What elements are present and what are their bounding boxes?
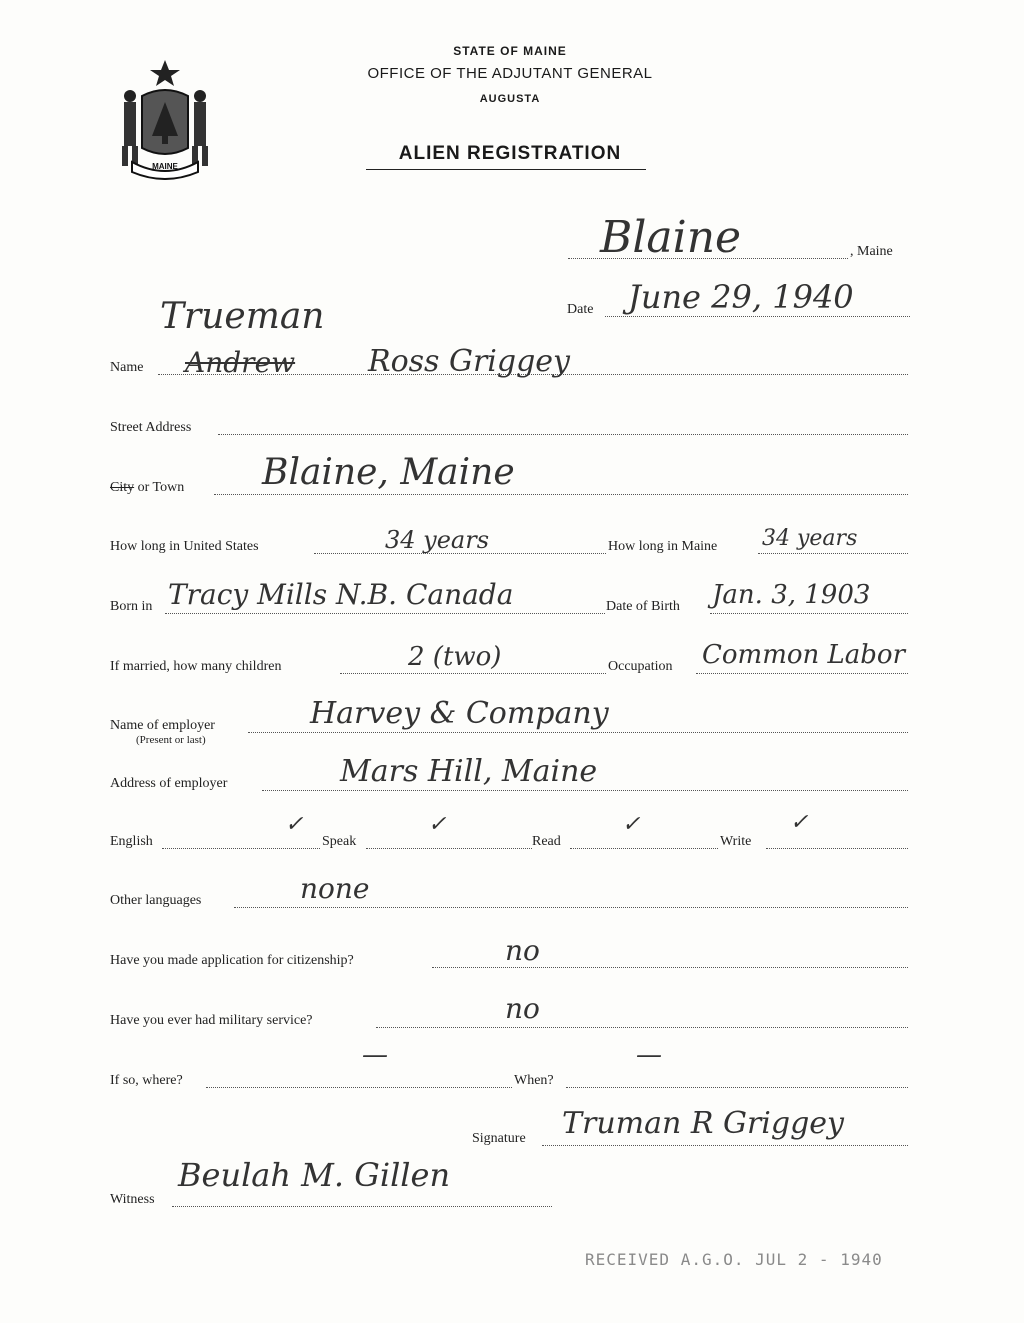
write-line xyxy=(766,848,908,849)
citizenship-line xyxy=(432,967,908,968)
state-seal-icon xyxy=(112,56,218,180)
when-label: When? xyxy=(514,1073,554,1088)
name-struck-value: Andrew xyxy=(185,346,296,379)
name-correction-value: Trueman xyxy=(160,296,325,337)
citizenship-label: Have you made application for citizenship? xyxy=(110,953,354,968)
military-label: Have you ever had military service? xyxy=(110,1013,313,1028)
children-line xyxy=(340,673,606,674)
where-label: If so, where? xyxy=(110,1073,183,1088)
form-title: ALIEN REGISTRATION xyxy=(398,143,622,164)
city-struck-label: City xyxy=(110,480,135,495)
witness-label: Witness xyxy=(110,1192,155,1207)
citizenship-value: no xyxy=(505,934,540,967)
children-label: If married, how many children xyxy=(110,659,282,674)
date-line xyxy=(605,316,910,317)
employer-line xyxy=(248,732,908,733)
other-languages-line xyxy=(234,907,908,908)
name-label: Name xyxy=(110,360,144,375)
name-value: Ross Griggey xyxy=(368,344,570,379)
write-label: Write xyxy=(720,834,752,849)
town-suffix-label: , Maine xyxy=(850,244,893,259)
born-in-label: Born in xyxy=(110,599,153,614)
read-label: Read xyxy=(532,834,561,849)
date-label: Date xyxy=(567,302,594,317)
street-label: Street Address xyxy=(110,420,192,435)
header-state: STATE OF MAINE xyxy=(453,44,567,58)
employer-note-label: (Present or last) xyxy=(136,734,206,746)
town-value: Blaine xyxy=(600,212,742,263)
dob-line xyxy=(710,613,908,614)
dob-value: Jan. 3, 1903 xyxy=(712,580,871,610)
signature-label: Signature xyxy=(472,1131,526,1146)
occupation-label: Occupation xyxy=(608,659,673,674)
header-city: AUGUSTA xyxy=(479,93,541,105)
english-mark: ✓ xyxy=(285,812,304,837)
speak-label: Speak xyxy=(322,834,357,849)
employer-address-label: Address of employer xyxy=(110,776,228,791)
date-value: June 29, 1940 xyxy=(628,278,854,316)
title-underline xyxy=(366,169,646,170)
how-long-maine-line xyxy=(758,553,908,554)
city-rest-label: or Town xyxy=(134,480,185,495)
city-label xyxy=(110,480,184,496)
speak-mark: ✓ xyxy=(428,812,447,837)
signature-line xyxy=(542,1145,908,1146)
employer-label: Name of employer xyxy=(110,718,215,733)
witness-value: Beulah M. Gillen xyxy=(178,1156,451,1194)
other-languages-label: Other languages xyxy=(110,893,202,908)
signature-value: Truman R Griggey xyxy=(562,1106,844,1141)
children-value: 2 (two) xyxy=(408,642,502,672)
header-office: OFFICE OF THE ADJUTANT GENERAL xyxy=(367,65,653,82)
english-label: English xyxy=(110,834,153,849)
city-value: Blaine, Maine xyxy=(262,452,515,493)
english-line xyxy=(162,848,320,849)
where-line xyxy=(206,1087,512,1088)
how-long-us-value: 34 years xyxy=(385,526,490,554)
employer-value: Harvey & Company xyxy=(310,696,609,731)
military-line xyxy=(376,1027,908,1028)
seal-banner-text: MAINE xyxy=(152,162,178,171)
city-line xyxy=(214,494,908,495)
employer-address-value: Mars Hill, Maine xyxy=(340,754,598,789)
street-line xyxy=(218,434,908,435)
born-in-line xyxy=(165,613,605,614)
other-languages-value: none xyxy=(300,872,370,905)
read-line xyxy=(570,848,718,849)
how-long-maine-label: How long in Maine xyxy=(608,539,718,554)
how-long-us-label: How long in United States xyxy=(110,539,259,554)
when-value: — xyxy=(636,1040,662,1070)
speak-line xyxy=(366,848,532,849)
where-value: — xyxy=(362,1040,388,1070)
military-value: no xyxy=(505,992,540,1025)
dob-label: Date of Birth xyxy=(606,599,680,614)
how-long-maine-value: 34 years xyxy=(762,526,858,551)
born-in-value: Tracy Mills N.B. Canada xyxy=(168,578,514,611)
write-mark: ✓ xyxy=(790,810,809,835)
when-line xyxy=(566,1087,908,1088)
employer-address-line xyxy=(262,790,908,791)
witness-line xyxy=(172,1206,552,1207)
occupation-line xyxy=(696,673,908,674)
received-stamp: RECEIVED A.G.O. JUL 2 - 1940 xyxy=(585,1250,883,1269)
occupation-value: Common Labor xyxy=(702,640,906,670)
read-mark: ✓ xyxy=(622,812,641,837)
